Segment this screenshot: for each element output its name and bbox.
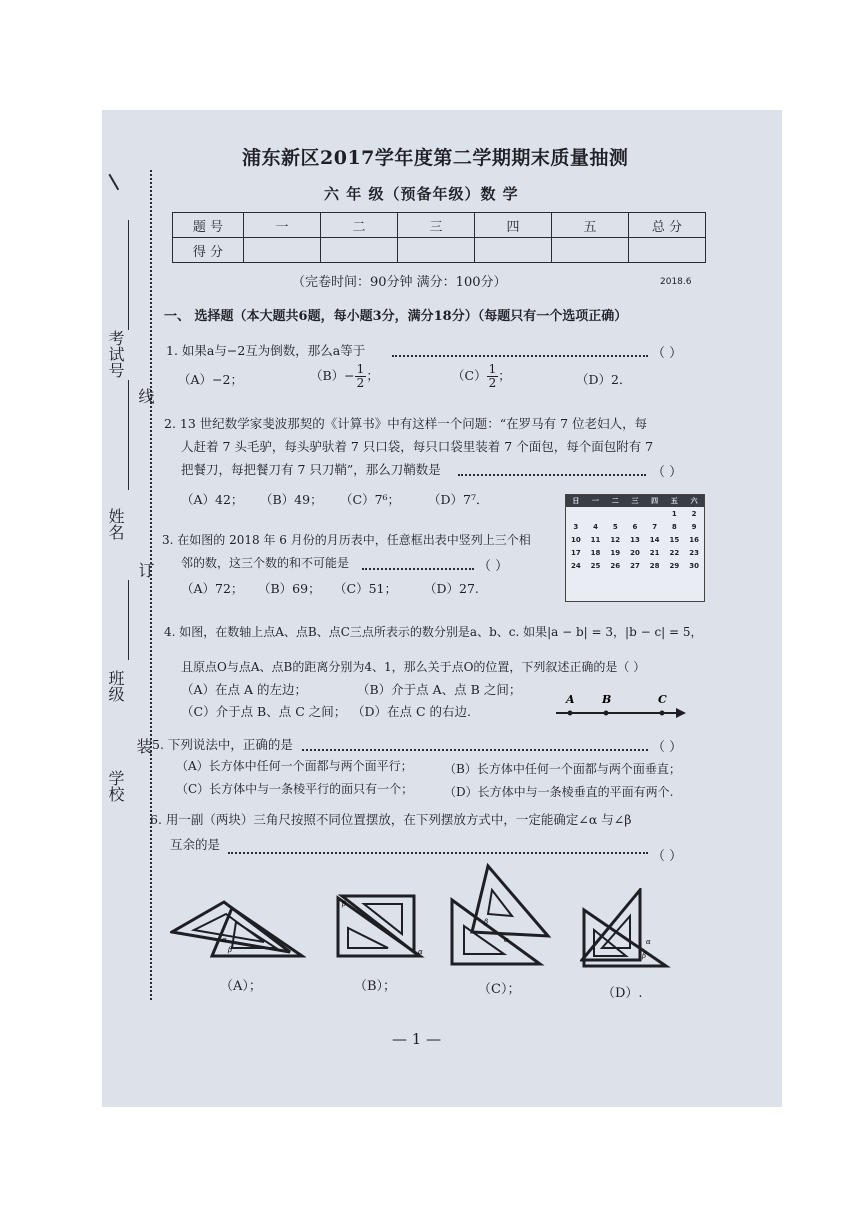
calendar-day: 24 (570, 561, 581, 570)
calendar-day: 12 (610, 535, 621, 544)
calendar-day: 25 (590, 561, 601, 570)
q6-caption-d: （D）. (602, 986, 643, 1001)
q4-line2: 且原点O与点A、点B的距离分别为4、1，那么关于点O的位置，下列叙述正确的是（ ） (181, 660, 646, 674)
calendar-day: 16 (689, 535, 699, 544)
exam-subtitle: 六 年 级（预备年级）数 学 (324, 185, 519, 203)
score-table-col-2: 二 (321, 213, 398, 238)
calendar-header-cell: 四 (645, 495, 665, 507)
calendar-day (566, 507, 586, 520)
calendar-day (645, 507, 665, 520)
calendar-header-cell: 三 (625, 495, 645, 507)
q2-option-a: （A）42； (181, 492, 244, 507)
q1-option-c-suffix: ； (498, 368, 511, 383)
q6-leader-dots (228, 852, 648, 854)
q2-option-b: （B）49； (260, 492, 323, 507)
calendar-day: 2 (691, 509, 697, 518)
calendar-day: 20 (630, 548, 640, 557)
alpha-label: α (222, 936, 227, 944)
q1-leader-dots (392, 355, 648, 357)
q1-option-d: （D）2． (576, 372, 632, 387)
calendar-day: 15 (669, 535, 680, 544)
calendar-day: 22 (669, 548, 680, 557)
score-cell (244, 238, 321, 263)
q1-answer-paren: （ ） (652, 346, 683, 361)
q2-line2: 人赶着 7 头毛驴，每头驴驮着 7 只口袋，每只口袋里装着 7 个面包，每个面包附有 7 (181, 439, 654, 454)
calendar-day: 21 (649, 548, 660, 557)
q2-option-c: （C）7⁶； (340, 492, 401, 507)
q5-option-b: （B）长方体中任何一个面都与两个面垂直； (444, 762, 681, 776)
q2-option-d: （D）7⁷． (428, 492, 489, 507)
calendar-day (625, 507, 645, 520)
q4-option-b: （B）介于点 A、点 B 之间； (357, 682, 522, 697)
q1-stem: 1. 如果a与−2互为倒数，那么a等于 (166, 343, 366, 358)
q1-option-c (452, 363, 511, 390)
beta-label: β (642, 952, 647, 960)
calendar-day: 29 (669, 561, 680, 570)
triangle-ruler (582, 890, 640, 960)
q5-option-c: （C）长方体中与一条棱平行的面只有一个； (176, 782, 414, 796)
calendar-header-cell: 六 (684, 495, 704, 507)
q5-option-a: （A）长方体中任何一个面都与两个面平行； (176, 759, 413, 773)
calendar-header-cell: 一 (586, 495, 606, 507)
calendar-day: 27 (630, 561, 640, 570)
alpha-label: α (646, 938, 651, 946)
q1-option-b-numerator: 1 (356, 362, 365, 376)
q5-option-d: （D）长方体中与一条棱垂直的平面有两个. (444, 785, 674, 799)
score-table-col-5: 五 (552, 213, 629, 238)
point-b-label: B (602, 693, 612, 706)
calendar-day: 11 (590, 535, 601, 544)
score-table (172, 212, 706, 263)
score-table-row2-label: 得 分 (173, 238, 244, 263)
triangle-ruler (584, 910, 666, 966)
binding-zhuang-label: 装 (134, 738, 153, 754)
q5-stem: 5. 下列说法中，正确的是 (152, 737, 293, 752)
score-cell (398, 238, 475, 263)
section1-heading: 一、 选择题（本大题共6题，每小题3分，满分18分）（每题只有一个选项正确） (164, 309, 628, 324)
q6-figure-a (170, 900, 306, 962)
calendar-header-cell: 二 (605, 495, 625, 507)
calendar-day: 3 (573, 522, 579, 531)
q1-option-b-fraction (355, 363, 367, 390)
binding-corner-mark (108, 168, 129, 191)
q5-answer-paren: （ ） (652, 740, 683, 755)
point-c-dot (660, 711, 665, 716)
calendar-day: 26 (610, 561, 621, 570)
exam-title: 浦东新区2017学年度第二学期期末质量抽测 (242, 147, 629, 169)
triangle-ruler-inner (348, 928, 388, 948)
q1-option-b-suffix: ； (366, 368, 379, 383)
q1-option-a: （A）−2； (178, 372, 243, 387)
binding-name-line (128, 380, 129, 490)
q6-figure-c (448, 862, 552, 968)
q6-line1: 6. 用一副（两块）三角尺按照不同位置摆放，在下列摆放方式中，一定能确定∠α 与∠β (150, 812, 632, 827)
q3-option-b: （B）69； (258, 581, 321, 596)
q1-option-c-fraction (487, 363, 499, 390)
june-2018-calendar (565, 494, 705, 602)
calendar-day: 6 (632, 522, 638, 531)
q4-option-d: （D）在点 C 的右边. (352, 704, 472, 719)
q5-leader-dots (302, 749, 648, 751)
calendar-header-cell: 日 (566, 495, 586, 507)
calendar-day: 10 (570, 535, 581, 544)
binding-exam-no-label: 考试号 (106, 330, 125, 378)
q2-line3: 把餐刀，每把餐刀有 7 只刀鞘”，那么刀鞘数是 (181, 462, 441, 477)
q3-line2: 邻的数，这三个数的和不可能是 (181, 556, 350, 570)
q1-option-c-numerator: 1 (488, 362, 497, 376)
q3-option-a: （A）72； (181, 581, 244, 596)
q6-caption-c: （C）； (478, 982, 521, 997)
q4-number-line (554, 690, 688, 722)
beta-label: β (228, 946, 233, 954)
q3-option-c: （C）51； (334, 581, 397, 596)
score-table-col-4: 四 (475, 213, 552, 238)
triangle-ruler-inner (488, 890, 512, 916)
calendar-day: 8 (671, 522, 677, 531)
q3-leader-dots (362, 568, 474, 570)
q1-option-b-denominator: 2 (356, 376, 365, 390)
exam-paper (102, 110, 782, 1107)
calendar-day: 17 (570, 548, 581, 557)
triangle-ruler-inner (464, 926, 504, 954)
score-table-col-total: 总 分 (629, 213, 706, 238)
alpha-label: α (504, 936, 509, 944)
calendar-day: 4 (593, 522, 598, 531)
q1-option-c-prefix: （C） (452, 368, 487, 383)
score-cell (629, 238, 706, 263)
calendar-day: 5 (612, 522, 618, 531)
page-number: — 1 — (392, 1030, 442, 1048)
q2-line1: 2. 13 世纪数学家斐波那契的《计算书》中有这样一个问题：“在罗马有 7 位老妇人，每 (164, 416, 648, 431)
calendar-day (605, 507, 625, 520)
q4-option-c: （C）介于点 B、点 C 之间； (181, 704, 347, 719)
q4-line1: 4. 如图，在数轴上点A、点B、点C三点所表示的数分别是a、b、c. 如果|a − b| = 3，|b − c| = 5， (164, 625, 703, 639)
calendar-day: 9 (691, 522, 697, 531)
binding-class-label: 班级 (106, 670, 125, 702)
score-cell (475, 238, 552, 263)
binding-dotted-line (150, 170, 152, 1000)
beta-label: β (484, 918, 489, 926)
q3-line1: 3. 在如图的 2018 年 6 月份的月历表中，任意框出表中竖列上三个相 (162, 533, 531, 547)
binding-xian-label: 线 (136, 388, 155, 404)
q6-answer-paren: （ ） (652, 849, 683, 864)
calendar-day: 19 (610, 548, 621, 557)
q4-option-a: （A）在点 A 的左边； (181, 682, 308, 697)
score-cell (321, 238, 398, 263)
score-table-col-3: 三 (398, 213, 475, 238)
calendar-day: 18 (590, 548, 601, 557)
point-a-dot (568, 711, 573, 716)
number-line-arrow (676, 708, 686, 718)
binding-class-line (128, 580, 129, 660)
q6-caption-b: （B）； (354, 979, 397, 994)
alpha-label: α (418, 948, 423, 956)
q3-option-d: （D）27. (424, 581, 479, 596)
q6-line2: 互余的是 (170, 837, 221, 852)
exam-date: 2018.6 (660, 277, 692, 287)
point-a-label: A (566, 693, 575, 706)
calendar-header-cell: 五 (665, 495, 685, 507)
calendar-day: 1 (671, 509, 677, 518)
q6-figure-d (580, 888, 672, 968)
binding-school-label: 学校 (106, 770, 125, 802)
binding-ding-label: 订 (136, 562, 155, 578)
score-table-row1-label: 题 号 (173, 213, 244, 238)
calendar-day: 7 (652, 522, 658, 531)
q6-figure-b (334, 890, 426, 960)
calendar-day (586, 507, 606, 520)
calendar-day: 14 (649, 535, 660, 544)
binding-exam-no-line (128, 220, 129, 330)
beta-label: β (342, 900, 347, 908)
calendar-day: 28 (649, 561, 660, 570)
exam-info: （完卷时间：90分钟 满分：100分） (292, 275, 507, 290)
q3-answer-paren: （ ） (478, 559, 509, 574)
q1-option-b-prefix: （B）− (310, 368, 355, 383)
calendar-day: 30 (689, 561, 699, 570)
score-table-col-1: 一 (244, 213, 321, 238)
q2-leader-dots (458, 474, 646, 476)
score-cell (552, 238, 629, 263)
q1-option-b (310, 363, 379, 390)
calendar-day: 13 (630, 535, 640, 544)
calendar-day: 23 (689, 548, 699, 557)
q2-answer-paren: （ ） (652, 465, 683, 480)
point-c-label: C (658, 693, 667, 706)
binding-name-label: 姓名 (106, 508, 125, 540)
q6-caption-a: （A）； (220, 979, 262, 994)
q1-option-c-denominator: 2 (488, 376, 497, 390)
point-b-dot (604, 711, 609, 716)
